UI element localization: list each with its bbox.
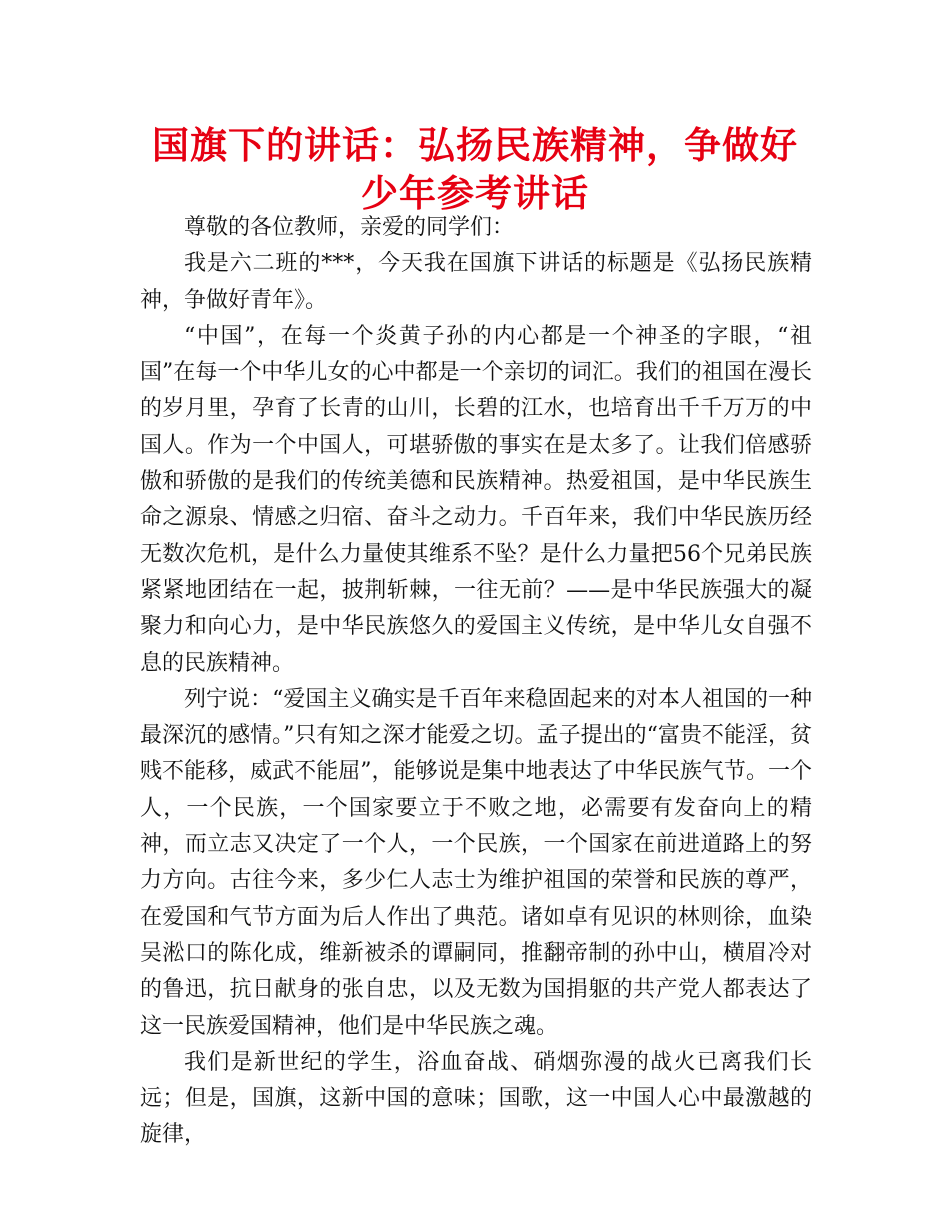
document-title: 国旗下的讲话：弘扬民族精神，争做好少年参考讲话 [152,124,798,215]
document-body [140,210,812,1154]
body-paragraph: 列宁说：“爱国主义确实是千百年来稳固起来的对本人祖国的一种最深沉的感情。”只有知之深才能爱之切。孟子提出的“富贵不能淫，贫贱不能移，威武不能屈”，能够说是集中地表达了中华民族气节。一个人，一个民族，一个国家要立于不败之地，必需要有发奋向上的精神，而立志又决定了一个人，一个民族，一个国家在前进道路上的努力方向。古往今来，多少仁人志士为维护祖国的荣誉和民族的尊严，在爱国和气节方面为后人作出了典范。诸如卓有见识的林则徐，血染吴淞口的陈化成，维新被杀的谭嗣同，推翻帝制的孙中山，横眉冷对的鲁迅，抗日献身的张自忠，以及无数为国捐躯的共产党人都表达了这一民族爱国精神，他们是中华民族之魂。 [140,686,812,1039]
body-paragraph: “中国”，在每一个炎黄子孙的内心都是一个神圣的字眼，“祖国”在每一个中华儿女的心中都是一个亲切的词汇。我们的祖国在漫长的岁月里，孕育了长青的山川，长碧的江水，也培育出千千万万的中国人。作为一个中国人，可堪骄傲的事实在是太多了。让我们倍感骄傲和骄傲的是我们的传统美德和民族精神。热爱祖国，是中华民族生命之源泉、情感之归宿、奋斗之动力。千百年来，我们中华民族历经无数次危机，是什么力量使其维系不坠？是什么力量把56个兄弟民族紧紧地团结在一起，披荆斩棘，一往无前？——是中华民族强大的凝聚力和向心力，是中华民族悠久的爱国主义传统，是中华儿女自强不息的民族精神。 [140,323,812,676]
body-paragraph: 我们是新世纪的学生，浴血奋战、硝烟弥漫的战火已离我们长远；但是，国旗，这新中国的意味；国歌，这一中国人心中最激越的旋律， [140,1049,812,1148]
greeting-paragraph: 尊敬的各位教师，亲爱的同学们： [184,215,515,240]
intro-paragraph: 我是六二班的***，今天我在国旗下讲话的标题是《弘扬民族精神，争做好青年》。 [140,251,812,313]
